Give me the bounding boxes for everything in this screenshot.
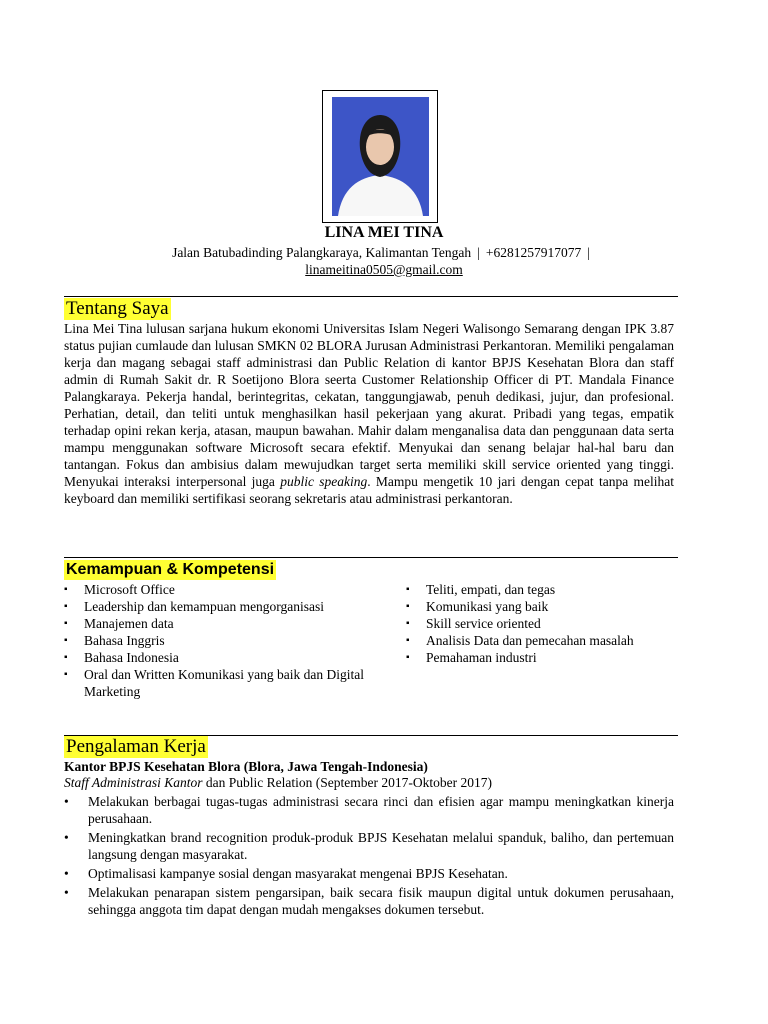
list-item: • Melakukan berbagai tugas-tugas administrasi secara rinci dan efisien agar mampu meningkatkan kinerja perusahaan.: [64, 793, 674, 827]
list-item: ▪ Manajemen data: [64, 615, 384, 632]
list-item: ▪ Teliti, empati, dan tegas: [406, 581, 676, 598]
about-heading: Tentang Saya: [66, 298, 169, 319]
experience-heading: Pengalaman Kerja: [66, 736, 206, 757]
contact-info: [0, 244, 768, 278]
company-name: Kantor BPJS Kesehatan Blora (Blora, Jawa Tengah-Indonesia): [64, 759, 428, 774]
profile-photo: [332, 97, 429, 216]
list-item: ▪ Pemahaman industri: [406, 649, 676, 666]
list-item: ▪ Bahasa Inggris: [64, 632, 384, 649]
email-link[interactable]: linameitina0505@gmail.com: [305, 262, 463, 277]
profile-photo-frame: [322, 90, 438, 223]
phone: +6281257917077: [485, 245, 582, 260]
profile-photo-illustration: [332, 97, 429, 216]
list-item: ▪ Microsoft Office: [64, 581, 384, 598]
skills-list-left: [64, 581, 384, 700]
task-list: [64, 793, 674, 920]
list-item: ▪ Bahasa Indonesia: [64, 649, 384, 666]
list-item: ▪ Skill service oriented: [406, 615, 676, 632]
skills-list-right: [406, 581, 676, 666]
list-item: • Melakukan penarapan sistem pengarsipan, baik secara fisik maupun digital untuk dokumen perusahaan, sehingga anggota tim dapat dengan mudah mengakses dokumen tersebut.: [64, 884, 674, 918]
list-item: ▪ Komunikasi yang baik: [406, 598, 676, 615]
list-item: • Optimalisasi kampanye sosial dengan masyarakat mengenai BPJS Kesehatan.: [64, 865, 674, 882]
list-item: ▪ Leadership dan kemampuan mengorganisasi: [64, 598, 384, 615]
list-item: • Meningkatkan brand recognition produk-produk BPJS Kesehatan melalui spanduk, baliho, dan pertemuan langsung dengan masyarakat.: [64, 829, 674, 863]
list-item: ▪ Analisis Data dan pemecahan masalah: [406, 632, 676, 649]
address: Jalan Batubadinding Palangkaraya, Kalimantan Tengah: [172, 245, 472, 260]
candidate-name: LINA MEI TINA: [324, 224, 444, 241]
separator: |: [587, 245, 590, 260]
list-item: ▪ Oral dan Written Komunikasi yang baik dan Digital Marketing: [64, 666, 384, 700]
job-role: Staff Administrasi Kantor dan Public Relation (September 2017-Oktober 2017): [64, 775, 492, 790]
section-divider: [64, 557, 678, 558]
about-paragraph: Lina Mei Tina lulusan sarjana hukum ekonomi Universitas Islam Negeri Walisongo Semarang dengan IPK 3.87 status pujian cumlaude dan lulusan SMKN 02 BLORA Jurusan Administrasi Perkantoran. Memiliki pengalaman kerja dan magang sebagai staff administrasi dan Public Relation di kantor BPJS Kesehatan Blora dan staff admin di Rumah Sakit dr. R Soetijono Blora seerta Customer Relationship Officer di PT. Mandala Finance Palangkaraya. Pekerja handal, berintegritas, cekatan, tanggungjawab, penuh dedikasi, jujur, dan profesional. Perhatian, detail, dan teliti untuk menghasilkan hasil pekerjaan yang akurat. Pribadi yang tegas, empatik terhadap opini rekan kerja, atasan, maupun bawahan. Mahir dalam menganalisa data dan penggunaan data serta mampu menggunakan software Microsoft secara efektif. Menyukai dan senang belajar hal-hal baru dan tantangan. Fokus dan ambisius dalam mewujudkan target serta memiliki skill service oriented yang tinggi. Menyukai interaksi interpersonal juga public speaking. Mampu mengetik 10 jari dengan cepat tanpa melihat keyboard dan memiliki sertifikasi seorang sekretaris atau administrasi perkantoran.: [64, 321, 674, 506]
separator: |: [477, 245, 480, 260]
section-divider: [64, 296, 678, 297]
skills-heading: Kemampuan & Kompetensi: [66, 561, 275, 578]
